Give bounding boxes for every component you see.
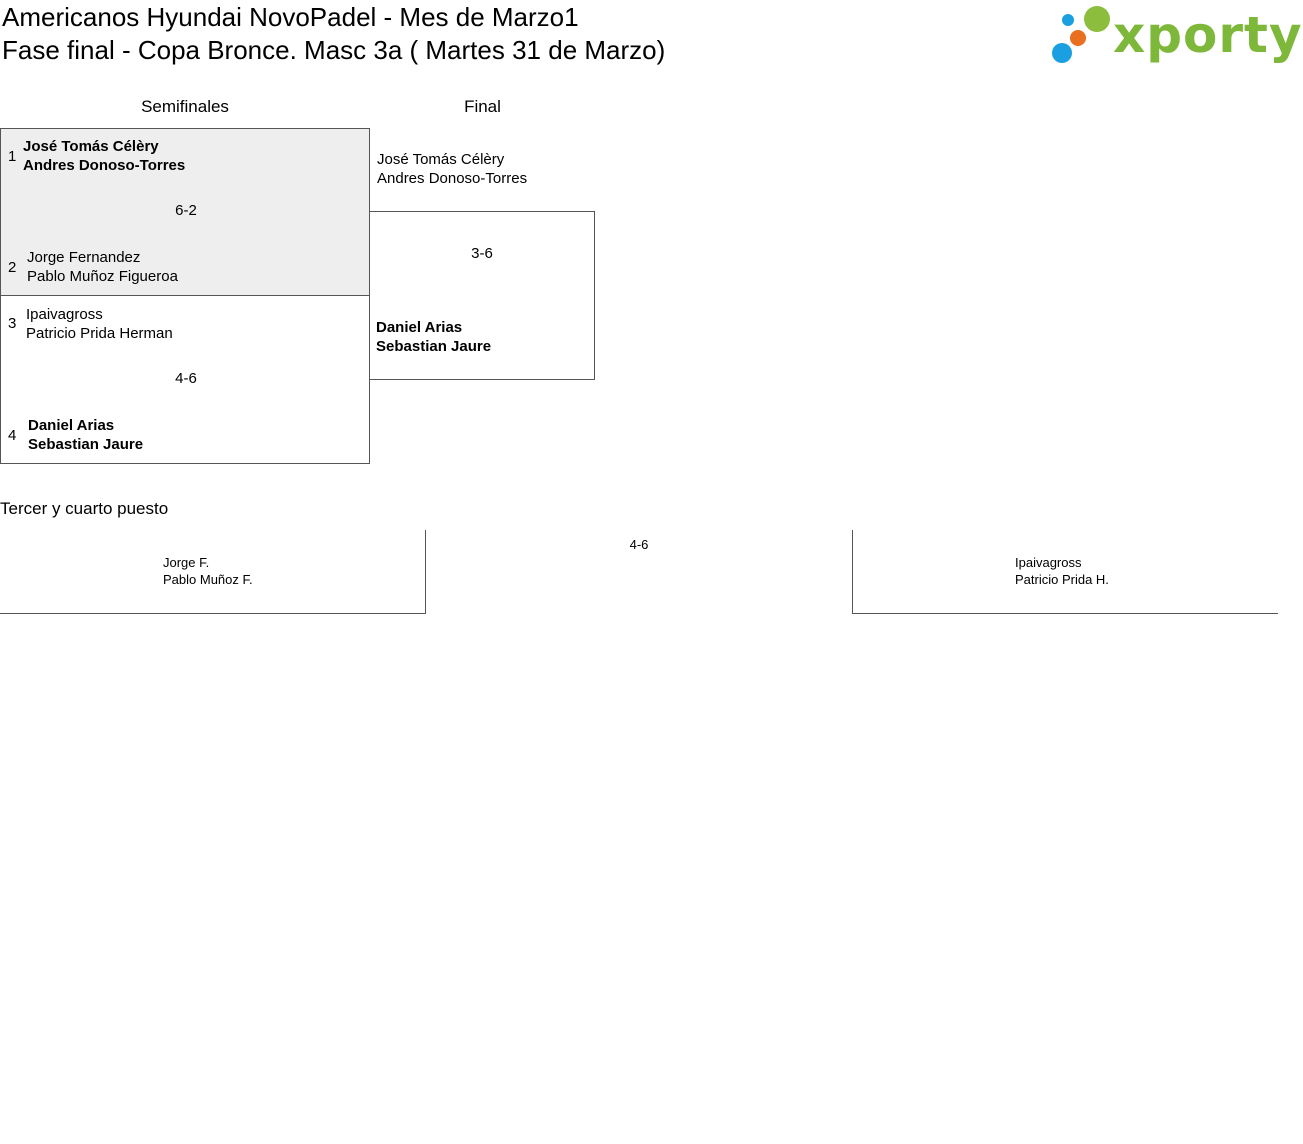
semi1-team2-player2: Pablo Muñoz Figueroa — [27, 268, 178, 285]
third-team2-player1: Ipaivagross — [1015, 555, 1082, 570]
semi1-team1-player1: José Tomás Célèry — [23, 138, 159, 155]
third-place-team2-box — [852, 530, 1278, 614]
xporty-logo[interactable] — [1050, 4, 1303, 66]
final-box — [369, 211, 595, 380]
logo-dot-orange — [1070, 30, 1086, 46]
logo-dot-blue-small — [1062, 14, 1074, 26]
final-team2-player2: Sebastian Jaure — [376, 338, 492, 355]
semi2-score: 4-6 — [175, 370, 197, 387]
third-place-team1-box — [0, 530, 426, 614]
semi2-team2-player1: Daniel Arias — [28, 417, 115, 434]
semifinals-header: Semifinales — [141, 97, 229, 116]
third-team1-player2: Pablo Muñoz F. — [163, 572, 253, 587]
third-team1-player1: Jorge F. — [163, 555, 210, 570]
logo-dot-blue-large — [1052, 43, 1072, 63]
third-place-score: 4-6 — [629, 537, 649, 552]
seed-number: 4 — [8, 427, 17, 444]
final-score: 3-6 — [471, 245, 493, 262]
final-team2-player1: Daniel Arias — [376, 319, 463, 336]
semifinal-2-box — [0, 295, 370, 464]
logo-wordmark: xporty — [1113, 6, 1303, 64]
semi2-team1-player1: Ipaivagross — [26, 306, 103, 323]
semifinal-1-box — [0, 128, 370, 296]
third-team2-player2: Patricio Prida H. — [1015, 572, 1109, 587]
seed-number: 3 — [8, 315, 17, 332]
logo-dot-green — [1084, 6, 1110, 32]
final-header: Final — [464, 97, 501, 116]
final-team1-player2: Andres Donoso-Torres — [377, 170, 528, 187]
semi1-team1-player2: Andres Donoso-Torres — [23, 157, 186, 174]
third-place-header: Tercer y cuarto puesto — [0, 499, 169, 518]
semi1-score: 6-2 — [175, 202, 197, 219]
page-subtitle: Fase final - Copa Bronce. Masc 3a ( Martes 31 de Marzo) — [2, 35, 666, 65]
semi2-team1-player2: Patricio Prida Herman — [26, 325, 173, 342]
semi2-team2-player2: Sebastian Jaure — [28, 436, 144, 453]
page-title: Americanos Hyundai NovoPadel - Mes de Marzo1 — [2, 2, 579, 32]
seed-number: 2 — [8, 259, 17, 276]
semi1-team2-player1: Jorge Fernandez — [27, 249, 141, 266]
final-team1-player1: José Tomás Célèry — [377, 151, 505, 168]
seed-number: 1 — [8, 148, 17, 165]
